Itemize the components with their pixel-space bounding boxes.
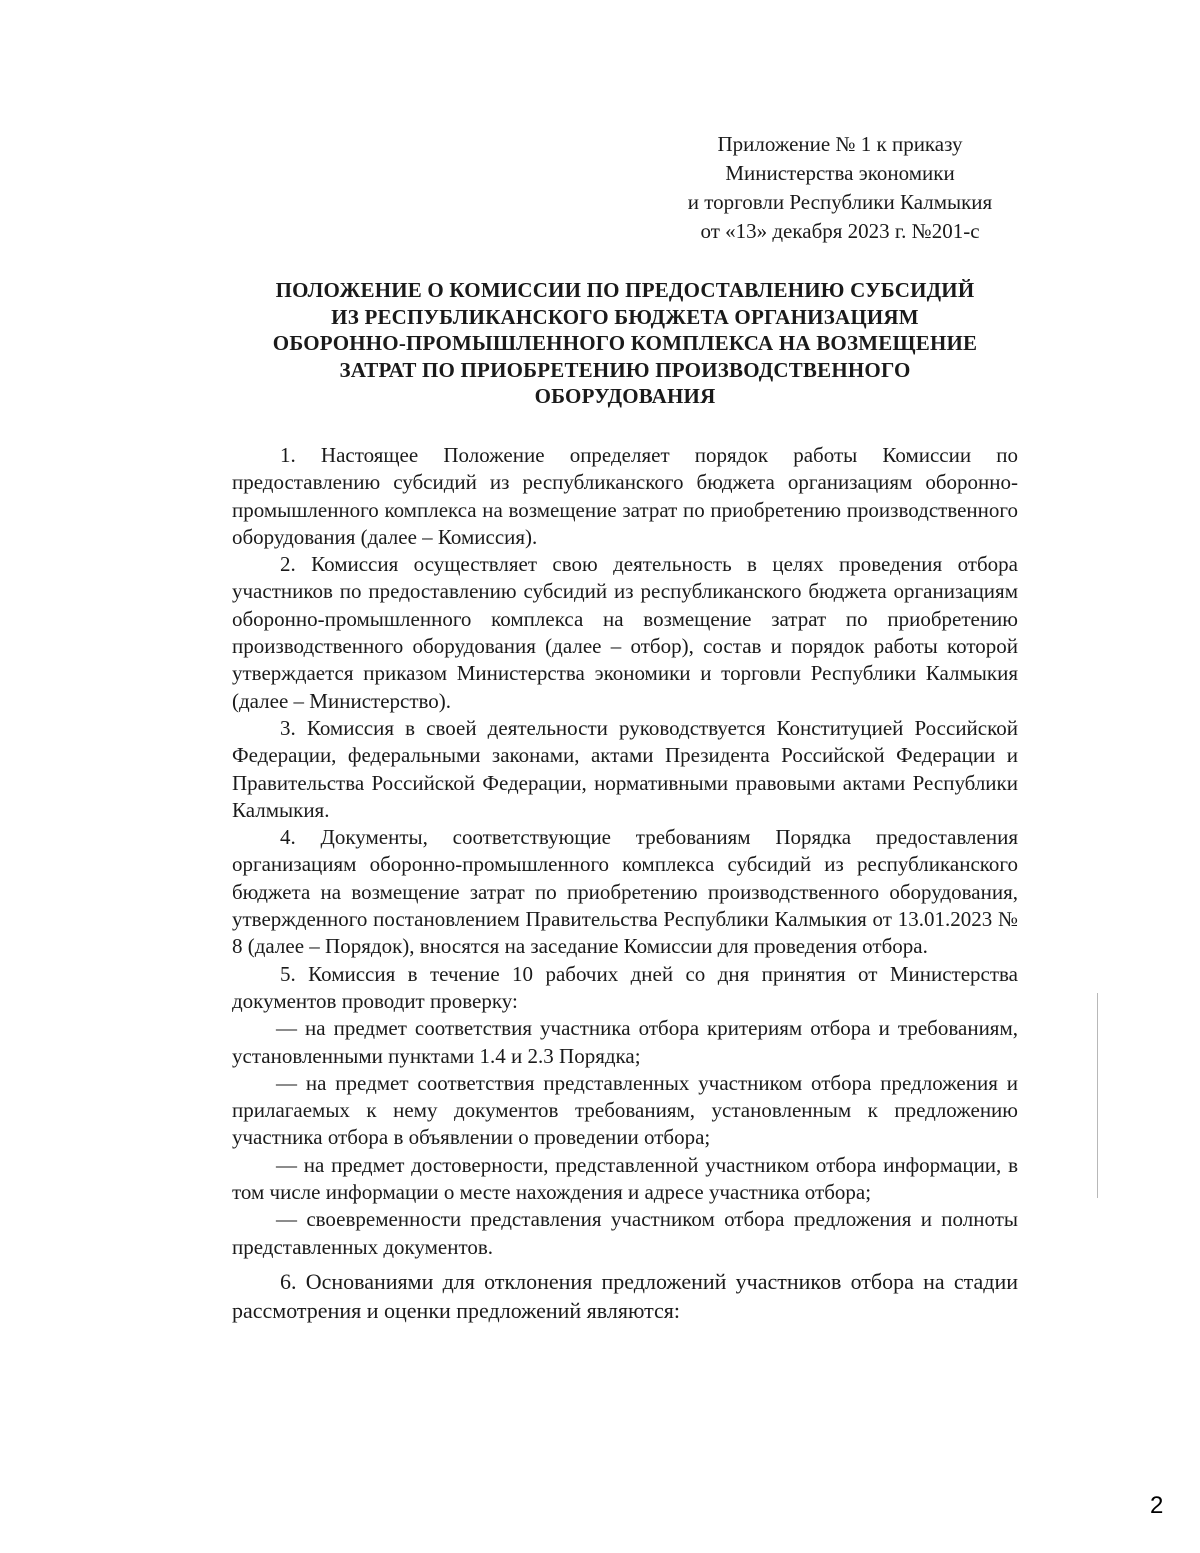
title-line: ИЗ РЕСПУБЛИКАНСКОГО БЮДЖЕТА ОРГАНИЗАЦИЯМ bbox=[331, 304, 919, 329]
annex-line: Приложение № 1 к приказу bbox=[717, 132, 963, 156]
title-line: ОБОРУДОВАНИЯ bbox=[534, 384, 716, 408]
scan-margin-line bbox=[1097, 993, 1098, 1198]
dash-item: — на предмет соответствия представленных участником отбора предложения и прилагаемых к нему документов требованиям, установленным к предложению участника отбора в объявлении о проведении отбора; bbox=[232, 1070, 1018, 1150]
paragraph-2: 2. Комиссия осуществляет свою деятельность в целях проведения отбора участников по предоставлению субсидий из республиканского бюджета организациям оборонно-промышленного комплекса на возмещение затрат по приобретению производственного оборудования (далее – отбор), состав и порядок работы которой утверждается приказом Министерства экономики и торговли Республики Калмыкия (далее – Министерство). bbox=[232, 552, 1018, 713]
dash-item: — на предмет соответствия участника отбора критериям отбора и требованиям, установленными пунктами 1.4 и 2.3 Порядка; bbox=[232, 1016, 1018, 1068]
annex-line: от «13» декабря 2023 г. №201-с bbox=[700, 219, 980, 243]
title-line: ОБОРОННО-ПРОМЫШЛЕННОГО КОМПЛЕКСА НА ВОЗМЕЩЕНИЕ bbox=[272, 331, 978, 355]
annex-header bbox=[640, 130, 1040, 246]
paragraph-4: 4. Документы, соответствующие требованиям Порядка предоставления организациям оборонно-промышленного комплекса субсидий из республиканского бюджета на возмещение затрат по приобретению производственного оборудования, утвержденного постановлением Правительства Республики Калмыкия от 13.01.2023 № 8 (далее – Порядок), вносятся на заседание Комиссии для проведения отбора. bbox=[232, 825, 1018, 959]
dash-item: — на предмет достоверности, представленной участником отбора информации, в том числе информации о месте нахождения и адресе участника отбора; bbox=[232, 1152, 1018, 1205]
title-line: ЗАТРАТ ПО ПРИОБРЕТЕНИЮ ПРОИЗВОДСТВЕННОГО bbox=[339, 357, 911, 382]
annex-line: и торговли Республики Калмыкия bbox=[687, 190, 993, 214]
paragraph-1: 1. Настоящее Положение определяет порядок работы Комиссии по предоставлению субсидий из республиканского бюджета организациям оборонно-промышленного комплекса на возмещение затрат по приобретению производственного оборудования (далее – Комиссия). bbox=[232, 443, 1018, 549]
document-body bbox=[232, 442, 1018, 1325]
document-title bbox=[210, 277, 1040, 410]
dash-item: — своевременности представления участником отбора предложения и полноты представленных документов. bbox=[232, 1207, 1018, 1259]
annex-line: Министерства экономики bbox=[725, 161, 955, 185]
page-number: 2 bbox=[1150, 1492, 1164, 1519]
paragraph-3: 3. Комиссия в своей деятельности руководствуется Конституцией Российской Федерации, федеральными законами, актами Президента Российской Федерации и Правительства Российской Федерации, нормативными правовыми актами Республики Калмыкия. bbox=[232, 715, 1018, 822]
paragraph-6: 6. Основаниями для отклонения предложений участников отбора на стадии рассмотрения и оценки предложений являются: bbox=[232, 1268, 1018, 1323]
paragraph-5: 5. Комиссия в течение 10 рабочих дней со дня принятия от Министерства документов проводит проверку: bbox=[232, 961, 1018, 1013]
title-line: ПОЛОЖЕНИЕ О КОМИССИИ ПО ПРЕДОСТАВЛЕНИЮ СУБСИДИЙ bbox=[275, 278, 975, 302]
